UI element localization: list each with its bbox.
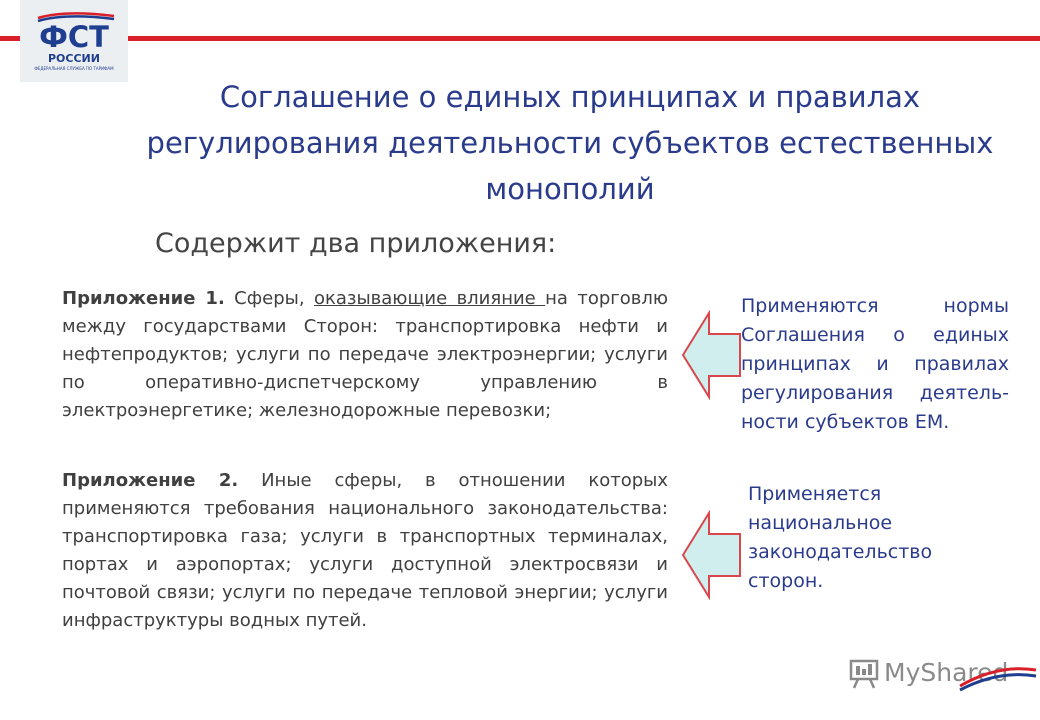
watermark-text: MyShared — [884, 658, 1009, 687]
left-arrow-icon — [680, 310, 742, 400]
appendix-1-label: Приложение 1. — [62, 288, 225, 309]
presentation-board-icon — [848, 658, 880, 690]
appendix-2-note: Применяется национальное законодательство сторон. — [748, 483, 933, 592]
left-arrow-icon — [680, 510, 742, 600]
slide-title: Соглашение о единых принципах и правилах регулирования деятельности субъектов естественных монополий — [146, 80, 994, 206]
appendix-1-paragraph — [62, 285, 668, 425]
appendix-2-label: Приложение 2. — [62, 470, 239, 491]
appendix-1-note: Применяются нормы Соглашения о единых принципах и правилах регулирования деятель-ности субъектов ЕМ. — [741, 295, 1009, 433]
top-red-rule — [0, 36, 1040, 41]
appendix-2-text: Иные сферы, в отношении которых применяются требования национального законодательства: транспортировка газа; услуги в транспортных терминалах, портах и аэропортах; услуги доступной электросвязи и почтовой связи; услуги по передаче тепловой энергии; услуги инфраструктуры водных путей. — [62, 470, 668, 631]
swoosh-icon — [958, 656, 1038, 694]
logo-abbreviation: ФСТ — [39, 20, 109, 54]
appendix-1-text-pre: Сферы, — [224, 288, 314, 309]
appendix-1-text: на торговлю между государствами Сторон: транспортировка нефти и нефтепродуктов; услуги по передаче электроэнергии; услуги по оперативно-диспетчерскому управлению в электроэнергетике; железнодорожные перевозки; — [62, 288, 669, 421]
fst-logo — [20, 0, 128, 82]
logo-country: РОССИИ — [48, 52, 100, 65]
myshared-watermark — [848, 654, 1038, 694]
logo-agency-name: ФЕДЕРАЛЬНАЯ СЛУЖБА ПО ТАРИФАМ — [34, 66, 114, 71]
appendix-1-underlined: оказывающие влияние — [313, 288, 546, 309]
appendix-2-paragraph — [62, 467, 668, 635]
slide-subtitle: Содержит два приложения: — [155, 228, 557, 259]
